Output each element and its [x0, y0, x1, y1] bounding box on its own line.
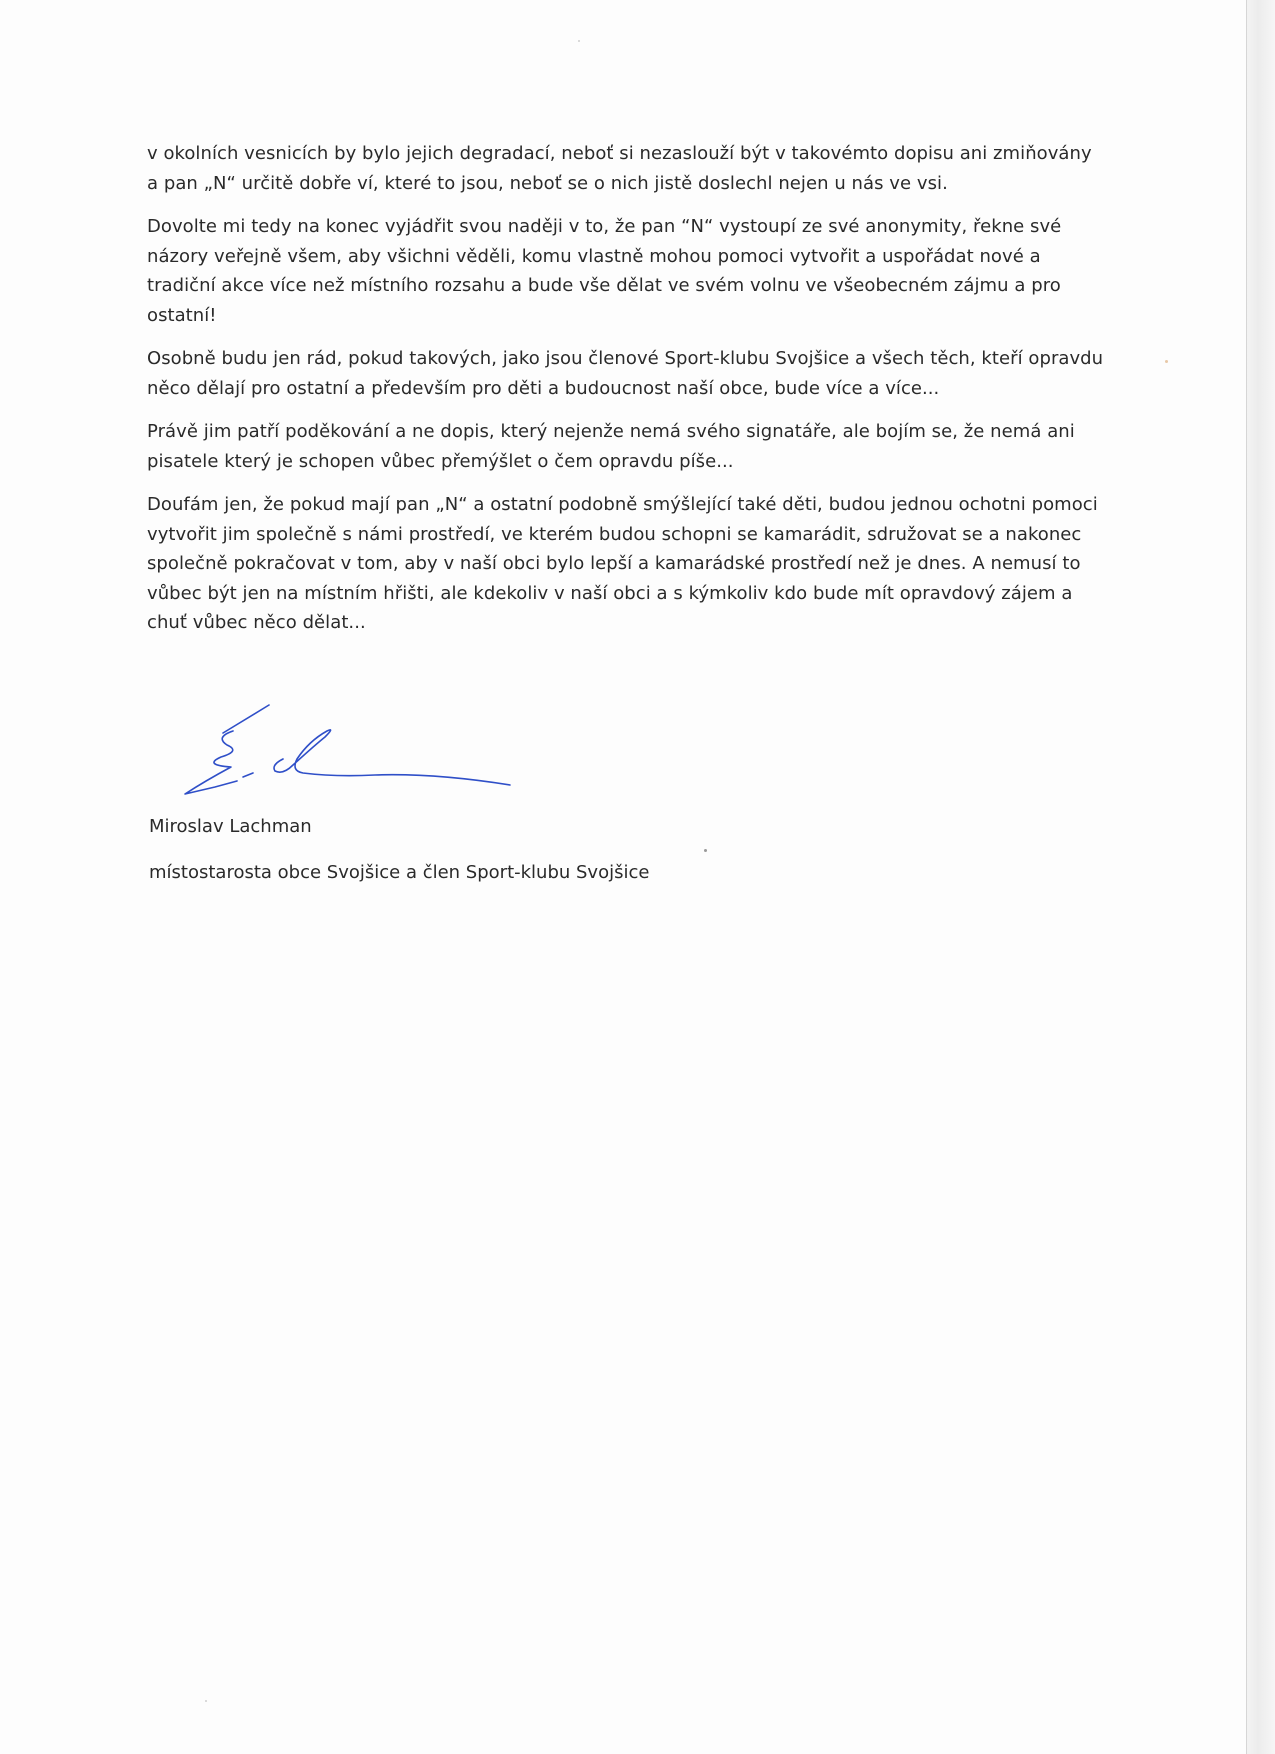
scan-edge-shadow	[1247, 0, 1275, 1754]
paragraph-1: v okolních vesnicích by bylo jejich degradací, neboť si nezaslouží být v takovémto dopisu ani zmiňovány a pan „N“ určitě dobře ví, které to jsou, neboť se o nich jistě doslechl nejen u nás ve vsi.	[147, 143, 1092, 194]
signer-role: místostarosta obce Svojšice a člen Sport-klubu Svojšice	[149, 862, 650, 883]
paragraph-2: Dovolte mi tedy na konec vyjádřit svou naději v to, že pan “N“ vystoupí ze své anonymity, řekne své názory veřejně všem, aby všichni věděli, komu vlastně mohou pomoci vytvořit a uspořádat nové a tradiční akce více než místního rozsahu a bude vše dělat ve svém volnu ve všeobecném zájmu a pro ostatní!	[147, 216, 1062, 326]
letter-body	[147, 139, 1107, 652]
paragraph-4: Právě jim patří poděkování a ne dopis, který nejenže nemá svého signatáře, ale bojím se, že nemá ani pisatele který je schopen vůbec přemýšlet o čem opravdu píše...	[147, 421, 1075, 472]
scan-speck	[704, 849, 707, 852]
paragraph-3: Osobně budu jen rád, pokud takových, jako jsou členové Sport-klubu Svojšice a všech těch, kteří opravdu něco dělají pro ostatní a především pro děti a budoucnost naší obce, bude více a více...	[147, 348, 1104, 399]
scan-speck	[205, 1700, 207, 1702]
scan-speck	[1165, 360, 1168, 363]
scan-speck	[578, 40, 580, 42]
signer-name: Miroslav Lachman	[149, 816, 312, 837]
paragraph-5: Doufám jen, že pokud mají pan „N“ a ostatní podobně smýšlející také děti, budou jednou ochotni pomoci vytvořit jim společně s námi prostředí, ve kterém budou schopni se kamarádit, sdružovat se a nakonec společně pokračovat v tom, aby v naší obci bylo lepší a kamarádské prostředí než je dnes. A nemusí to vůbec být jen na místním hřišti, ale kdekoliv v naší obci a s kýmkoliv kdo bude mít opravdový zájem a chuť vůbec něco dělat...	[147, 494, 1098, 633]
handwritten-signature	[175, 695, 525, 805]
